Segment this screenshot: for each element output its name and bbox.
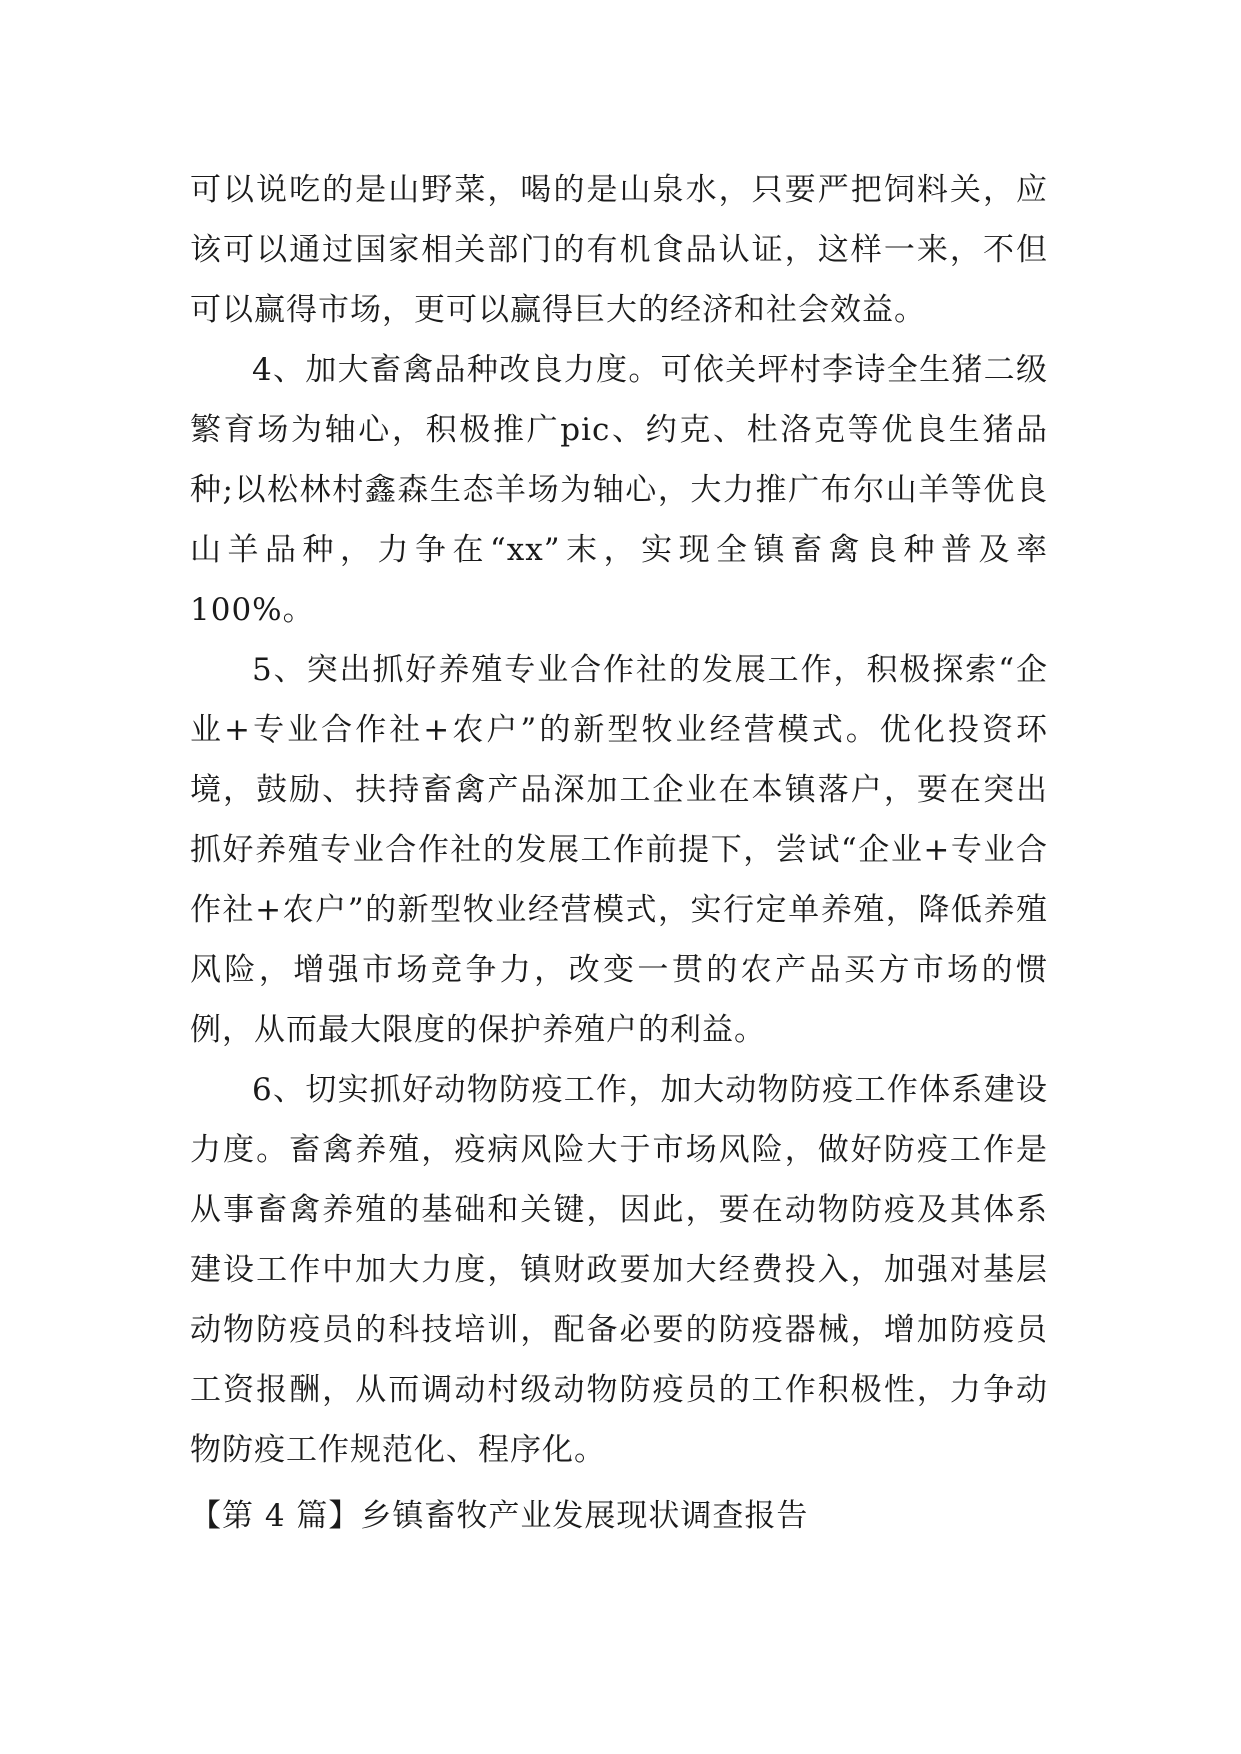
paragraph-intro: 可以说吃的是山野菜，喝的是山泉水，只要严把饲料关，应该可以通过国家相关部门的有机食品认证，这样一来，不但可以赢得市场，更可以赢得巨大的经济和社会效益。 (190, 172, 1048, 328)
paragraph-item-5: 5、突出抓好养殖专业合作社的发展工作，积极探索“企业+专业合作社+农户”的新型牧业经营模式。优化投资环境，鼓励、扶持畜禽产品深加工企业在本镇落户，要在突出抓好养殖专业合作社的发展工作前提下，尝试“企业+专业合作社+农户”的新型牧业经营模式，实行定单养殖，降低养殖风险，增强市场竞争力，改变一贯的农产品买方市场的惯例，从而最大限度的保护养殖户的利益。 (190, 652, 1048, 1048)
section-heading: 【第 4 篇】乡镇畜牧产业发展现状调查报告 (190, 1498, 809, 1534)
paragraph-item-4: 4、加大畜禽品种改良力度。可依关坪村李诗全生猪二级繁育场为轴心，积极推广pic、约克、杜洛克等优良生猪品种;以松林村鑫森生态羊场为轴心，大力推广布尔山羊等优良山羊品种，力争在“xx”末，实现全镇畜禽良种普及率100%。 (190, 352, 1048, 628)
paragraph-item-6: 6、切实抓好动物防疫工作，加大动物防疫工作体系建设力度。畜禽养殖，疫病风险大于市场风险，做好防疫工作是从事畜禽养殖的基础和关键，因此，要在动物防疫及其体系建设工作中加大力度，镇财政要加大经费投入，加强对基层动物防疫员的科技培训，配备必要的防疫器械，增加防疫员工资报酬，从而调动村级动物防疫员的工作积极性，力争动物防疫工作规范化、程序化。 (190, 1072, 1048, 1468)
document-body (190, 160, 1048, 1480)
